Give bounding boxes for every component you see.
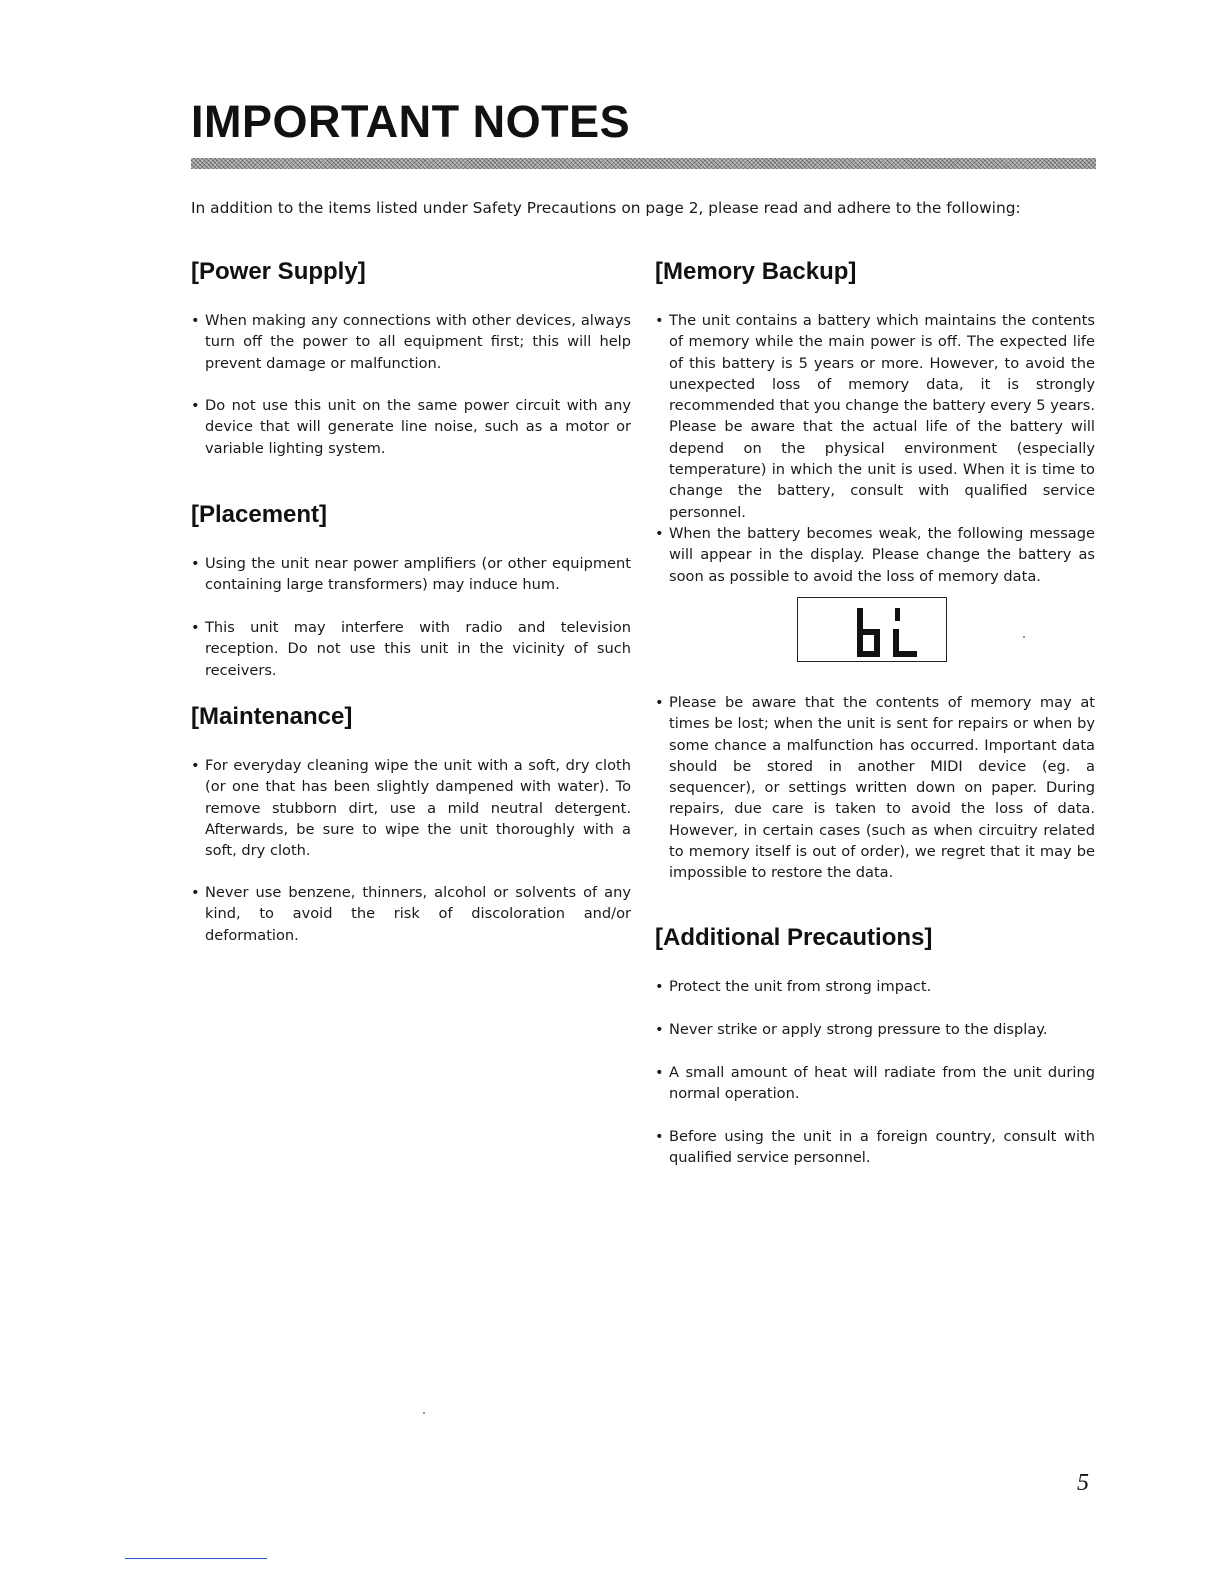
maintenance-item: • For everyday cleaning wipe the unit with a soft, dry cloth (or one that has been slightly dampened with water). To remove stubborn dirt, use a mild neutral detergent. Afterwards, be sure to wipe the unit thoroughly with a soft, dry cloth. xyxy=(191,755,631,861)
memory-backup-item: • The unit contains a battery which maintains the contents of memory while the main power is off. The expected life of this battery is 5 years or more. However, to avoid the unexpected loss of memory data, it is strongly recommended that you change the battery every 5 years. Please be aware that the actual life of the battery will depend on the physical environment (especially temperature) in which the unit is used. When it is time to change the battery, consult with qualified service personnel. xyxy=(655,310,1095,523)
title-rule xyxy=(191,158,1096,169)
intro-text: In addition to the items listed under Safety Precautions on page 2, please read and adhere to the following: xyxy=(191,199,1021,217)
scan-speck xyxy=(1023,636,1025,638)
power-supply-heading: [Power Supply] xyxy=(191,258,366,285)
placement-item: • Using the unit near power amplifiers (or other equipment containing large transformers) may induce hum. xyxy=(191,553,631,596)
additional-precautions-item: • Never strike or apply strong pressure to the display. xyxy=(655,1019,1095,1040)
scan-speck xyxy=(423,1412,425,1414)
placement-heading: [Placement] xyxy=(191,501,328,528)
memory-backup-item: • Please be aware that the contents of memory may at times be lost; when the unit is sent for repairs or when by some chance a malfunction has occurred. Important data should be stored in another MIDI device (eg. a sequencer), or settings written down on paper. During repairs, due care is taken to avoid the loss of data. However, in certain cases (such as when circuitry related to memory itself is out of order), we regret that it may be impossible to restore the data. xyxy=(655,692,1095,884)
power-supply-item: • When making any connections with other devices, always turn off the power to all equipment first; this will help prevent damage or malfunction. xyxy=(191,310,631,374)
additional-precautions-item: • Protect the unit from strong impact. xyxy=(655,976,1095,997)
power-supply-item: • Do not use this unit on the same power circuit with any device that will generate line noise, such as a motor or variable lighting system. xyxy=(191,395,631,459)
maintenance-item: • Never use benzene, thinners, alcohol or solvents of any kind, to avoid the risk of discoloration and/or deformation. xyxy=(191,882,631,946)
segment xyxy=(895,608,900,621)
maintenance-heading: [Maintenance] xyxy=(191,703,353,730)
segment xyxy=(857,651,880,657)
segment xyxy=(893,651,917,657)
memory-backup-item: • When the battery becomes weak, the following message will appear in the display. Please change the battery as soon as possible to avoid the loss of memory data. xyxy=(655,523,1095,587)
placement-item: • This unit may interfere with radio and television reception. Do not use this unit in the vicinity of such receivers. xyxy=(191,617,631,681)
additional-precautions-heading: [Additional Precautions] xyxy=(655,924,933,951)
footer-rule xyxy=(125,1558,267,1559)
additional-precautions-item: • A small amount of heat will radiate from the unit during normal operation. xyxy=(655,1062,1095,1105)
page-title: IMPORTANT NOTES xyxy=(191,96,631,147)
additional-precautions-item: • Before using the unit in a foreign country, consult with qualified service personnel. xyxy=(655,1126,1095,1169)
page-number: 5 xyxy=(1077,1470,1089,1496)
memory-backup-heading: [Memory Backup] xyxy=(655,258,857,285)
display-battery-low xyxy=(797,597,947,662)
